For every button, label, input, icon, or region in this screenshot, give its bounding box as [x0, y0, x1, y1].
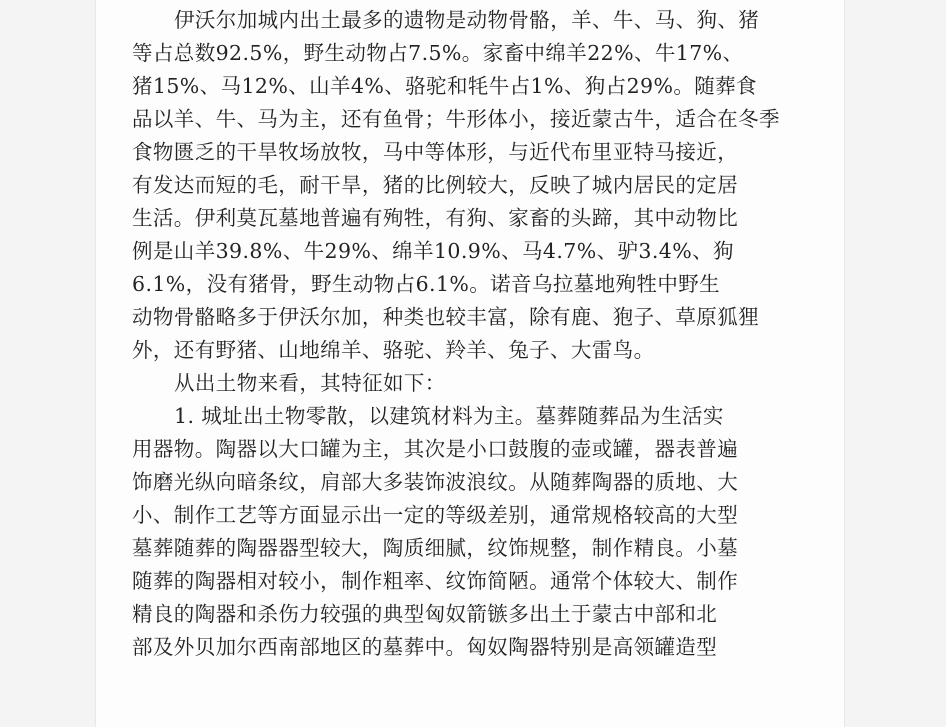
document-page	[96, 0, 844, 727]
text-line: 6.1%，没有猪骨，野生动物占6.1%。诺音乌拉墓地殉牲中野生	[132, 272, 721, 296]
text-line: 品以羊、牛、马为主，还有鱼骨；牛形体小，接近蒙古牛，适合在冬季	[132, 107, 780, 131]
text-line: 猪15%、马12%、山羊4%、骆驼和牦牛占1%、狗占29%。随葬食	[132, 74, 757, 98]
body-text	[132, 4, 822, 664]
text-line: 外，还有野猪、山地绵羊、骆驼、羚羊、兔子、大雷鸟。	[132, 338, 655, 362]
text-line: 伊沃尔加城内出土最多的遗物是动物骨骼，羊、牛、马、狗、猪	[174, 8, 760, 32]
text-line: 动物骨骼略多于伊沃尔加，种类也较丰富，除有鹿、狍子、草原狐狸	[132, 305, 759, 329]
text-line: 饰磨光纵向暗条纹，肩部大多装饰波浪纹。从随葬陶器的质地、大	[132, 470, 739, 494]
text-line: 1. 城址出土物零散，以建筑材料为主。墓葬随葬品为生活实	[174, 404, 724, 428]
text-line: 从出土物来看，其特征如下：	[174, 371, 446, 395]
text-line: 用器物。陶器以大口罐为主，其次是小口鼓腹的壶或罐，器表普遍	[132, 437, 739, 461]
text-line: 随葬的陶器相对较小，制作粗率、纹饰简陋。通常个体较大、制作	[132, 569, 739, 593]
text-line: 有发达而短的毛，耐干旱，猪的比例较大，反映了城内居民的定居	[132, 173, 739, 197]
text-line: 墓葬随葬的陶器器型较大，陶质细腻，纹饰规整，制作精良。小墓	[132, 536, 739, 560]
text-line: 部及外贝加尔西南部地区的墓葬中。匈奴陶器特别是高领罐造型	[132, 635, 718, 659]
text-line: 生活。伊利莫瓦墓地普遍有殉牲，有狗、家畜的头蹄，其中动物比	[132, 206, 739, 230]
text-line: 食物匮乏的干旱牧场放牧，马中等体形，与近代布里亚特马接近，	[132, 140, 739, 164]
text-line: 等占总数92.5%，野生动物占7.5%。家畜中绵羊22%、牛17%、	[132, 41, 744, 65]
text-line: 精良的陶器和杀伤力较强的典型匈奴箭镞多出土于蒙古中部和北	[132, 602, 718, 626]
text-line: 小、制作工艺等方面显示出一定的等级差别，通常规格较高的大型	[132, 503, 739, 527]
text-line: 例是山羊39.8%、牛29%、绵羊10.9%、马4.7%、驴3.4%、狗	[132, 239, 734, 263]
